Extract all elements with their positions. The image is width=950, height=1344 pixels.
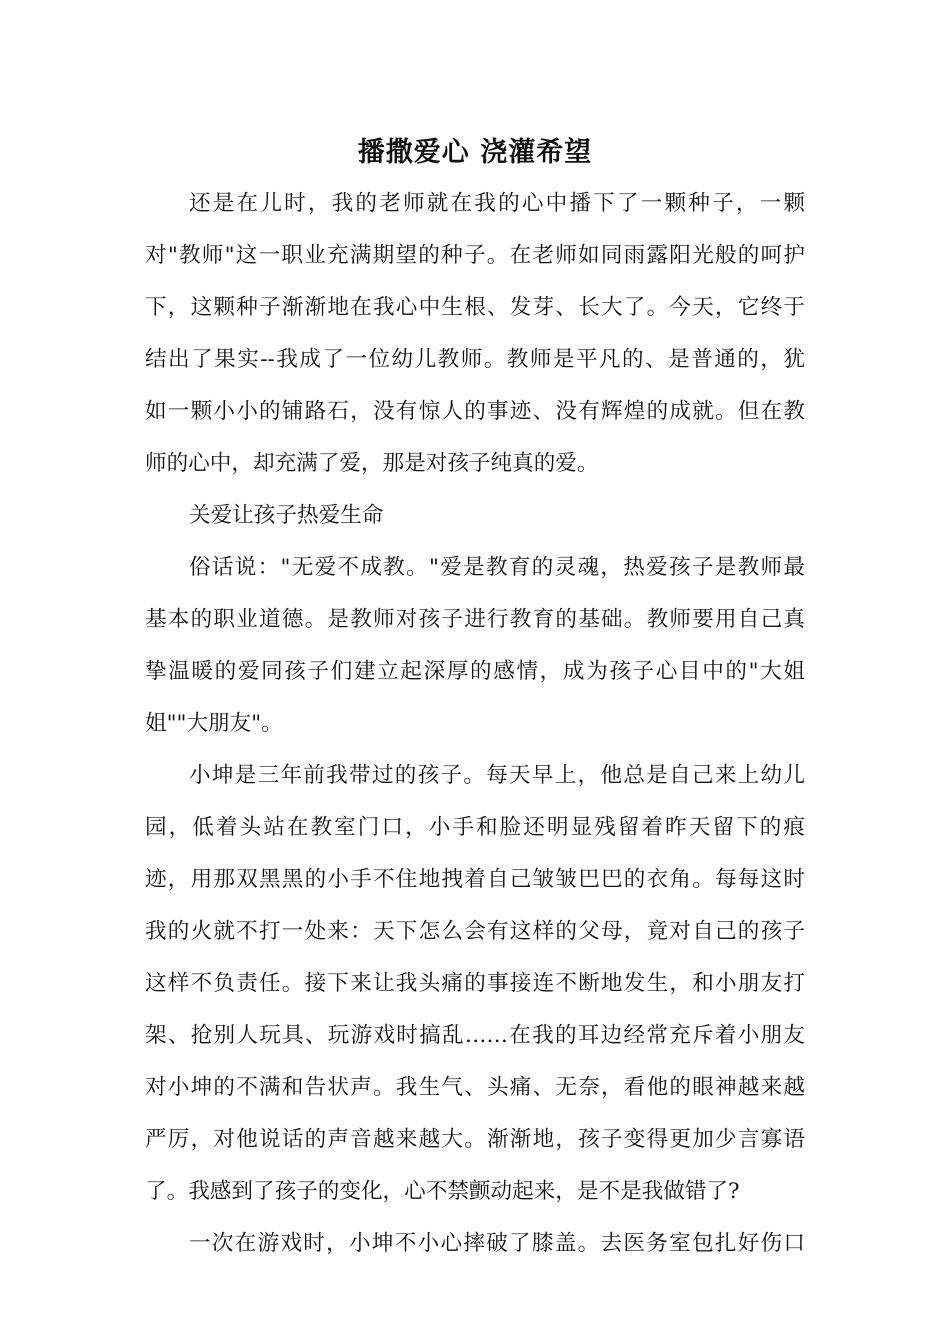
- paragraph-line: 园，低着头站在教室门口，小手和脸还明显残留着昨天留下的痕: [145, 815, 805, 840]
- paragraph-line: 下，这颗种子渐渐地在我心中生根、发芽、长大了。今天，它终于: [145, 295, 805, 320]
- paragraph-line: 小坤是三年前我带过的孩子。每天早上，他总是自己来上幼儿: [189, 763, 805, 788]
- paragraph-line: 对小坤的不满和告状声。我生气、头痛、无奈，看他的眼神越来越: [145, 1075, 805, 1100]
- paragraph-line: 俗话说："无爱不成教。"爱是教育的灵魂，热爱孩子是教师最: [189, 555, 805, 580]
- paragraph-line: 基本的职业道德。是教师对孩子进行教育的基础。教师要用自己真: [145, 607, 805, 632]
- document-title: 播撒爱心 浇灌希望: [357, 137, 593, 168]
- paragraph-line: 师的心中，却充满了爱，那是对孩子纯真的爱。: [145, 451, 599, 476]
- paragraph-line: 对"教师"这一职业充满期望的种子。在老师如同雨露阳光般的呵护: [145, 243, 805, 268]
- paragraph-line: 如一颗小小的铺路石，没有惊人的事迹、没有辉煌的成就。但在教: [145, 399, 805, 424]
- paragraph-line: 还是在儿时，我的老师就在我的心中播下了一颗种子，一颗: [189, 191, 805, 216]
- paragraph-line: 结出了果实--我成了一位幼儿教师。教师是平凡的、是普通的，犹: [145, 347, 805, 372]
- paragraph-line: 姐""大朋友"。: [145, 711, 283, 736]
- paragraph-line: 了。我感到了孩子的变化，心不禁颤动起来，是不是我做错了?: [145, 1179, 740, 1204]
- paragraph-line: 挚温暖的爱同孩子们建立起深厚的感情，成为孩子心目中的"大姐: [145, 659, 805, 684]
- paragraph-line: 这样不负责任。接下来让我头痛的事接连不断地发生，和小朋友打: [145, 971, 805, 996]
- section-heading: 关爱让孩子热爱生命: [189, 503, 384, 528]
- paragraph-line: 架、抢别人玩具、玩游戏时搞乱……在我的耳边经常充斥着小朋友: [145, 1023, 805, 1048]
- paragraph-line: 迹，用那双黑黑的小手不住地拽着自己皱皱巴巴的衣角。每每这时: [145, 867, 805, 892]
- paragraph-line: 一次在游戏时，小坤不小心摔破了膝盖。去医务室包扎好伤口: [189, 1231, 805, 1256]
- paragraph-line: 我的火就不打一处来：天下怎么会有这样的父母，竟对自己的孩子: [145, 919, 805, 944]
- document-body: [145, 178, 805, 1270]
- paragraph-line: 严厉，对他说话的声音越来越大。渐渐地，孩子变得更加少言寡语: [145, 1127, 805, 1152]
